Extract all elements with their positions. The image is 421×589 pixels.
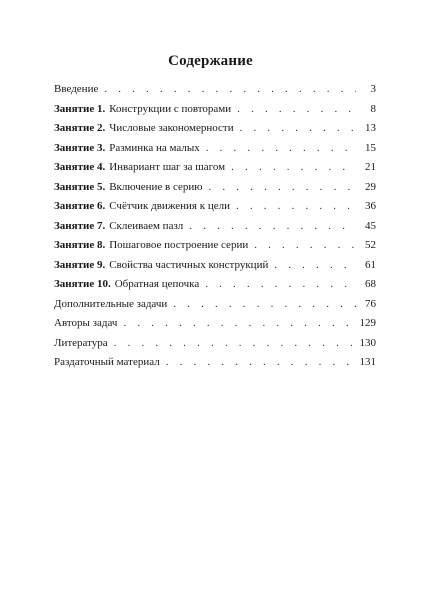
toc-entry-lesson: Занятие 1. [54, 102, 106, 115]
dot-leader [205, 275, 356, 295]
dot-leader [240, 119, 356, 139]
toc-entry-topic: Пошаговое построение серии [109, 239, 249, 251]
toc-entry-label [54, 100, 231, 120]
toc-entry-page: 131 [359, 356, 376, 368]
toc-entry-label [54, 256, 268, 276]
toc-entry-label [54, 314, 117, 334]
toc-entry-page: 3 [370, 83, 376, 95]
toc-entry-label [54, 139, 200, 159]
toc-entry-label [54, 197, 230, 217]
toc-entry-topic: Авторы задач [54, 317, 118, 329]
toc-entry-label [54, 275, 199, 295]
toc-entry [54, 353, 376, 373]
dot-leader [189, 217, 356, 237]
toc-entry-topic: Счётчик движения к цели [109, 200, 230, 212]
toc-entry-page: 8 [370, 102, 376, 115]
toc-entry-page: 130 [359, 336, 376, 349]
toc-entry-page: 68 [365, 278, 376, 290]
toc-entry-lesson: Занятие 2. [54, 122, 106, 134]
toc-entry [54, 334, 376, 354]
toc-entry-lesson: Занятие 6. [54, 200, 106, 212]
toc-entry-label [54, 353, 160, 373]
toc-entry-topic: Склеиваем пазл [109, 219, 184, 232]
toc-entry-label [54, 119, 234, 139]
toc-entry-label [54, 334, 108, 354]
toc-entry-topic: Раздаточный материал [54, 356, 160, 368]
toc-entry-page: 45 [365, 219, 376, 232]
toc-entry-lesson: Занятие 3. [54, 141, 106, 154]
toc-entry-lesson: Занятие 4. [54, 161, 106, 173]
toc-entry [54, 139, 376, 159]
toc-entry [54, 119, 376, 139]
dot-leader [237, 100, 356, 120]
toc-entry-topic: Включение в серию [109, 180, 203, 193]
toc-entry [54, 295, 376, 315]
dot-leader [166, 353, 356, 373]
toc-entry [54, 314, 376, 334]
toc-entry-page: 52 [365, 239, 376, 251]
toc-entry-label [54, 236, 248, 256]
toc-entry-page: 15 [365, 141, 376, 154]
toc-entry-topic: Введение [54, 83, 99, 95]
toc-entry-label [54, 158, 225, 178]
dot-leader [104, 80, 356, 100]
toc-entry-lesson: Занятие 10. [54, 278, 111, 290]
toc-entry [54, 275, 376, 295]
dot-leader [123, 314, 355, 334]
toc-entry-lesson: Занятие 9. [54, 258, 106, 271]
toc-entry-page: 21 [365, 161, 376, 173]
toc-entry-topic: Литература [54, 336, 108, 349]
toc-entry-page: 61 [365, 258, 376, 271]
toc-entry-label [54, 295, 167, 315]
toc-entry-topic: Свойства частичных конструкций [109, 258, 269, 271]
toc-entry-lesson: Занятие 8. [54, 239, 106, 251]
toc-entry-label [54, 80, 98, 100]
toc-entry-label [54, 178, 202, 198]
dot-leader [208, 178, 356, 198]
toc-entry-topic: Конструкции с повторами [109, 102, 232, 115]
toc-entry [54, 100, 376, 120]
dot-leader [231, 158, 356, 178]
dot-leader [173, 295, 356, 315]
toc-entry [54, 197, 376, 217]
toc-entry-topic: Разминка на малых [109, 141, 200, 154]
toc-entry [54, 236, 376, 256]
toc-entry-label [54, 217, 183, 237]
toc-entry-lesson: Занятие 7. [54, 219, 106, 232]
toc-entry [54, 256, 376, 276]
dot-leader [236, 197, 356, 217]
toc-entry-topic: Дополнительные задачи [54, 297, 168, 310]
dot-leader [254, 236, 356, 256]
dot-leader [274, 256, 356, 276]
toc-entry-page: 29 [365, 180, 376, 193]
dot-leader [206, 139, 356, 159]
toc-entry [54, 178, 376, 198]
toc-entry [54, 80, 376, 100]
toc-entry [54, 158, 376, 178]
page-title: Содержание [168, 53, 253, 69]
toc-entry-topic: Обратная цепочка [114, 278, 200, 290]
toc-entry-page: 13 [365, 122, 376, 134]
toc-entry-lesson: Занятие 5. [54, 180, 106, 193]
toc-entry-topic: Числовые закономерности [109, 122, 234, 134]
table-of-contents [54, 80, 376, 373]
toc-entry [54, 217, 376, 237]
toc-entry-page: 129 [359, 317, 376, 329]
dot-leader [114, 334, 356, 354]
toc-entry-page: 36 [365, 200, 376, 212]
toc-entry-topic: Инвариант шаг за шагом [109, 161, 226, 173]
toc-entry-page: 76 [365, 297, 376, 310]
